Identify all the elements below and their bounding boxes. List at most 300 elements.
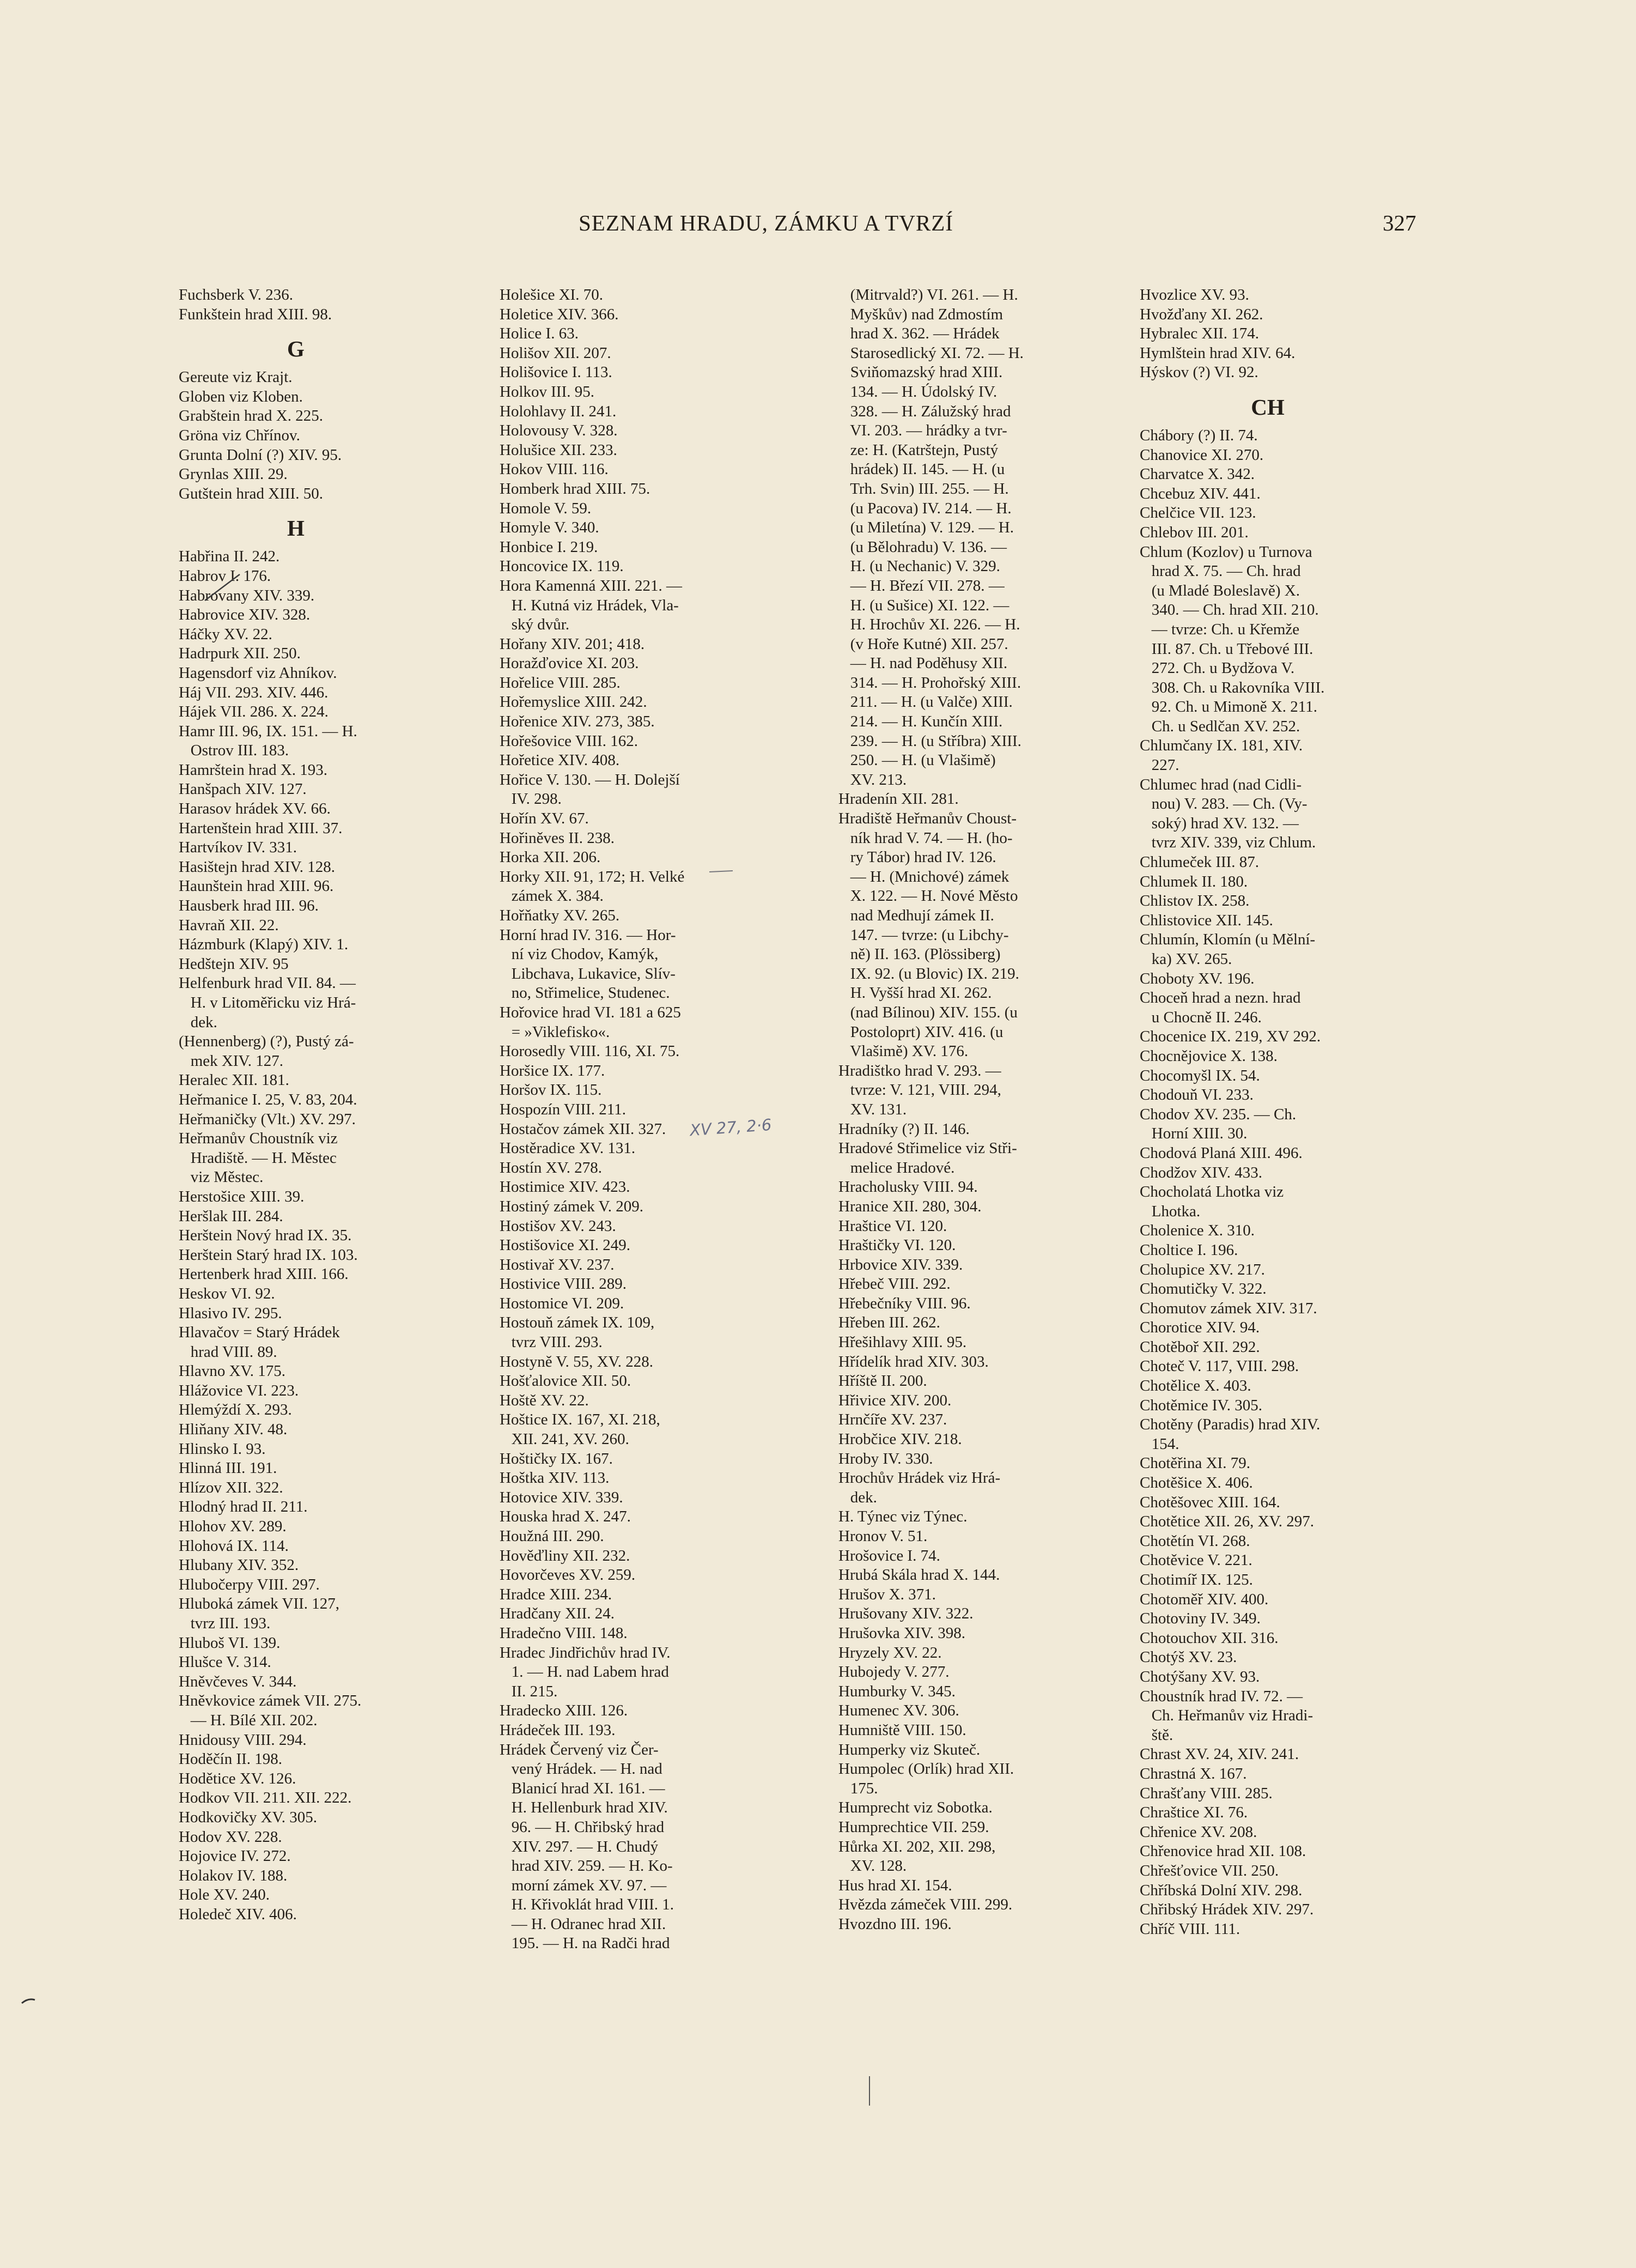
index-entry-continuation: IV. 298. bbox=[500, 790, 562, 808]
index-entry: Hýskov (?) VI. 92. bbox=[1140, 363, 1258, 381]
index-entry-continuation: Ostrov III. 183. bbox=[179, 742, 289, 760]
index-entry-continuation: (u Pacova) IV. 214. — H. bbox=[838, 499, 1012, 517]
index-entry-continuation: VI. 203. — hrádky a tvr- bbox=[838, 422, 1007, 440]
index-entry-continuation: 308. Ch. u Rakovníka VIII. bbox=[1140, 678, 1325, 696]
index-entry: Hadrpurk XII. 250. bbox=[179, 645, 301, 663]
index-entry: Hořín XV. 67. bbox=[500, 810, 589, 828]
index-entry: Hrušov X. 371. bbox=[838, 1585, 936, 1603]
index-entry: Hněvkovice zámek VII. 275. bbox=[179, 1692, 362, 1710]
index-entry: Honbice I. 219. bbox=[500, 538, 598, 556]
index-entry-continuation: nou) V. 283. — Ch. (Vy- bbox=[1140, 795, 1307, 813]
index-entry: Chcebuz XIV. 441. bbox=[1140, 484, 1261, 502]
index-entry: Hrošovice I. 74. bbox=[838, 1547, 940, 1564]
index-entry: Humprecht viz Sobotka. bbox=[838, 1799, 993, 1817]
index-entry-continuation: ry Tábor) hrad IV. 126. bbox=[838, 848, 996, 866]
index-entry: Hostouň zámek IX. 109, bbox=[500, 1314, 655, 1332]
index-entry: Chorotice XIV. 94. bbox=[1140, 1319, 1260, 1337]
index-entry: Hroby IV. 330. bbox=[838, 1450, 933, 1467]
index-entry: Hřebečníky VIII. 96. bbox=[838, 1294, 971, 1312]
index-entry: Humenec XV. 306. bbox=[838, 1702, 959, 1720]
index-entry: Chábory (?) II. 74. bbox=[1140, 426, 1258, 444]
index-entry: Chotěšovec XIII. 164. bbox=[1140, 1493, 1280, 1511]
index-entry: Hausberk hrad III. 96. bbox=[179, 897, 319, 915]
index-entry: Hoštice IX. 167, XI. 218, bbox=[500, 1411, 660, 1429]
index-entry: Gutštein hrad XIII. 50. bbox=[179, 484, 323, 502]
section-letter-heading: CH bbox=[1251, 394, 1285, 420]
index-entry-continuation: vený Hrádek. — H. nad bbox=[500, 1760, 662, 1778]
index-entry: Hlasivo IV. 295. bbox=[179, 1304, 282, 1322]
index-entry: Hronov V. 51. bbox=[838, 1527, 928, 1545]
index-entry: Humprechtice VII. 259. bbox=[838, 1818, 989, 1836]
index-entry: Hedštejn XIV. 95 bbox=[179, 955, 289, 973]
index-entry-continuation: tvrz III. 193. bbox=[179, 1615, 271, 1632]
index-entry: Chrastná X. 167. bbox=[1140, 1764, 1247, 1782]
index-entry: Hora Kamenná XIII. 221. — bbox=[500, 577, 683, 595]
index-entry-continuation: (u Miletína) V. 129. — H. bbox=[838, 519, 1014, 537]
index-entry: Chotouchov XII. 316. bbox=[1140, 1629, 1279, 1647]
index-entry: Horky XII. 91, 172; H. Velké bbox=[500, 868, 685, 886]
index-entry-continuation: H. v Litoměřicku viz Hrá- bbox=[179, 994, 356, 1011]
index-entry: Hlohov XV. 289. bbox=[179, 1518, 287, 1536]
index-entry: Herstošice XIII. 39. bbox=[179, 1187, 305, 1205]
index-entry: Chotýšany XV. 93. bbox=[1140, 1667, 1260, 1685]
index-entry: Hořany XIV. 201; 418. bbox=[500, 635, 645, 653]
index-entry-continuation: H. Hellenburk hrad XIV. bbox=[500, 1799, 668, 1817]
index-entry: Hostomice VI. 209. bbox=[500, 1294, 624, 1312]
index-entry: Houžná III. 290. bbox=[500, 1527, 604, 1545]
index-entry: Chotěmice IV. 305. bbox=[1140, 1396, 1262, 1414]
index-entry-continuation: tvrze: V. 121, VIII. 294, bbox=[838, 1081, 1001, 1099]
index-entry: Choceň hrad a nezn. hrad bbox=[1140, 989, 1301, 1007]
index-entry: Chlebov III. 201. bbox=[1140, 523, 1249, 541]
index-entry: Hůrka XI. 202, XII. 298, bbox=[838, 1838, 996, 1855]
index-entry: Hrobčice XIV. 218. bbox=[838, 1430, 962, 1448]
index-entry: Hvězda zámeček VIII. 299. bbox=[838, 1896, 1013, 1914]
index-entry: Chomutičky V. 322. bbox=[1140, 1280, 1267, 1298]
index-entry: Holišovice I. 113. bbox=[500, 363, 612, 381]
index-entry: Chřibský Hrádek XIV. 297. bbox=[1140, 1901, 1314, 1919]
index-entry: Havraň XII. 22. bbox=[179, 916, 279, 934]
index-entry: Hodkov VII. 211. XII. 222. bbox=[179, 1789, 352, 1807]
index-entry: Hrubá Skála hrad X. 144. bbox=[838, 1566, 1000, 1584]
index-entry: Hlubany XIV. 352. bbox=[179, 1556, 299, 1574]
index-entry: Chotěboř XII. 292. bbox=[1140, 1338, 1260, 1356]
index-entry: Hraštičky VI. 120. bbox=[838, 1236, 956, 1254]
index-entry: Hořemyslice XIII. 242. bbox=[500, 693, 647, 711]
index-entry: Heskov VI. 92. bbox=[179, 1284, 275, 1302]
index-entry-continuation: hrádek) II. 145. — H. (u bbox=[838, 460, 1005, 478]
index-entry-continuation: III. 87. Ch. u Třebové III. bbox=[1140, 640, 1313, 658]
index-entry: Chodžov XIV. 433. bbox=[1140, 1163, 1263, 1181]
index-entry-continuation: 92. Ch. u Mimoně X. 211. bbox=[1140, 698, 1317, 716]
index-entry-continuation: Hradiště. — H. Městec bbox=[179, 1149, 337, 1167]
index-entry: Hasištejn hrad XIV. 128. bbox=[179, 858, 336, 876]
index-entry: Chodouň VI. 233. bbox=[1140, 1086, 1254, 1104]
page-number: 327 bbox=[1383, 210, 1416, 235]
index-entry: Heralec XII. 181. bbox=[179, 1071, 289, 1089]
index-entry: Hříště II. 200. bbox=[838, 1372, 927, 1390]
index-entry-continuation: Ch. Heřmanův viz Hradi- bbox=[1140, 1707, 1313, 1725]
index-entry-continuation: — H. nad Poděhusy XII. bbox=[838, 654, 1008, 672]
index-entry: Chřešťovice VII. 250. bbox=[1140, 1861, 1279, 1879]
index-entry: Chlum (Kozlov) u Turnova bbox=[1140, 543, 1312, 561]
section-letter-heading: H bbox=[287, 516, 305, 541]
index-entry: Hlodný hrad II. 211. bbox=[179, 1498, 308, 1516]
index-entry: Gereute viz Krajt. bbox=[179, 368, 293, 386]
index-entry: Hrnčíře XV. 237. bbox=[838, 1411, 947, 1429]
index-entry: Chříč VIII. 111. bbox=[1140, 1920, 1240, 1938]
index-entry: Cholupice XV. 217. bbox=[1140, 1260, 1265, 1278]
index-entry: Humburky V. 345. bbox=[838, 1682, 956, 1700]
handwritten-pencil-note: XV 27, 2·6 bbox=[689, 1115, 773, 1140]
index-entry: Hostivař XV. 237. bbox=[500, 1256, 615, 1274]
index-entry: Hradenín XII. 281. bbox=[838, 790, 959, 808]
index-column-4 bbox=[1140, 286, 1415, 1939]
index-entry-continuation: ně) II. 163. (Plössiberg) bbox=[838, 945, 1001, 963]
index-entry: Chřenice XV. 208. bbox=[1140, 1823, 1257, 1841]
index-entry: Chotimíř IX. 125. bbox=[1140, 1571, 1253, 1588]
index-entry: Hrušovka XIV. 398. bbox=[838, 1624, 966, 1642]
index-entry-continuation: 272. Ch. u Bydžova V. bbox=[1140, 659, 1295, 677]
index-entry-continuation: Vlašimě) XV. 176. bbox=[838, 1042, 969, 1060]
index-entry: Hřivice XIV. 200. bbox=[838, 1391, 952, 1409]
index-entry: Hostačov zámek XII. 327. bbox=[500, 1120, 666, 1138]
index-entry-continuation: — H. Odranec hrad XII. bbox=[500, 1915, 666, 1933]
index-entry: Hoděčín II. 198. bbox=[179, 1750, 283, 1768]
index-entry: Horosedly VIII. 116, XI. 75. bbox=[500, 1042, 680, 1060]
index-entry-continuation: Ch. u Sedlčan XV. 252. bbox=[1140, 717, 1300, 735]
index-entry: Hostišov XV. 243. bbox=[500, 1217, 616, 1235]
index-entry-continuation: mek XIV. 127. bbox=[179, 1052, 283, 1070]
index-entry-continuation: morní zámek XV. 97. — bbox=[500, 1876, 667, 1894]
index-entry: Hlinná III. 191. bbox=[179, 1459, 277, 1477]
index-entry: Grynlas XIII. 29. bbox=[179, 465, 288, 483]
index-entry: Chocnějovice X. 138. bbox=[1140, 1047, 1278, 1065]
index-entry-continuation: XII. 241, XV. 260. bbox=[500, 1430, 629, 1448]
index-entry-continuation: XV. 131. bbox=[838, 1100, 907, 1118]
index-entry: Horšov IX. 115. bbox=[500, 1081, 602, 1099]
index-entry-continuation: 314. — H. Prohořský XIII. bbox=[838, 674, 1021, 692]
index-entry: Hluboš VI. 139. bbox=[179, 1634, 281, 1652]
index-entry: Homyle V. 340. bbox=[500, 519, 599, 537]
index-entry: Heřmanice I. 25, V. 83, 204. bbox=[179, 1090, 357, 1108]
index-entry-continuation: (Mitrvald?) VI. 261. — H. bbox=[838, 286, 1018, 304]
index-entry-continuation: (u Mladé Boleslavě) X. bbox=[1140, 581, 1300, 599]
index-entry-continuation: (v Hoře Kutné) XII. 257. bbox=[838, 635, 1008, 653]
index-entry-continuation: XIV. 297. — H. Chudý bbox=[500, 1838, 659, 1855]
index-entry-continuation: 211. — H. (u Valče) XIII. bbox=[838, 693, 1013, 711]
index-entry-continuation: ště. bbox=[1140, 1726, 1173, 1744]
index-entry: Heršlak III. 284. bbox=[179, 1207, 283, 1225]
index-entry: Hranice XII. 280, 304. bbox=[838, 1197, 982, 1215]
index-entry-continuation: 154. bbox=[1140, 1435, 1179, 1453]
index-entry-continuation: H. Hrochův XI. 226. — H. bbox=[838, 616, 1020, 634]
index-entry: Holovousy V. 328. bbox=[500, 422, 618, 440]
index-entry: Choteč V. 117, VIII. 298. bbox=[1140, 1357, 1299, 1375]
margin-ink-mark bbox=[21, 1996, 37, 2006]
index-entry: Chraštice XI. 76. bbox=[1140, 1804, 1248, 1822]
index-entry: Humniště VIII. 150. bbox=[838, 1721, 966, 1739]
index-entry: Hrochův Hrádek viz Hrá- bbox=[838, 1469, 1001, 1487]
index-entry: Homberk hrad XIII. 75. bbox=[500, 480, 650, 498]
index-entry: Holedeč XIV. 406. bbox=[179, 1905, 297, 1923]
index-entry: Hostěradice XV. 131. bbox=[500, 1139, 636, 1157]
index-entry: Choustník hrad IV. 72. — bbox=[1140, 1687, 1303, 1705]
index-entry-continuation: 227. bbox=[1140, 756, 1179, 774]
pencil-dash-mark bbox=[708, 866, 735, 877]
index-entry: Hořovice hrad VI. 181 a 625 bbox=[500, 1003, 681, 1021]
index-entry-continuation: 340. — Ch. hrad XII. 210. bbox=[1140, 601, 1319, 619]
index-entry: Haunštein hrad XIII. 96. bbox=[179, 877, 334, 895]
index-entry: Hradečno VIII. 148. bbox=[500, 1624, 628, 1642]
index-entry: Chomutov zámek XIV. 317. bbox=[1140, 1299, 1317, 1317]
index-entry: Grunta Dolní (?) XIV. 95. bbox=[179, 446, 342, 464]
index-entry: Hojovice IV. 272. bbox=[179, 1847, 291, 1865]
index-entry-continuation: — tvrze: Ch. u Křemže bbox=[1140, 620, 1300, 638]
index-entry-continuation: H. (u Sušice) XI. 122. — bbox=[838, 596, 1009, 614]
index-entry: Háčky XV. 22. bbox=[179, 625, 272, 643]
index-entry-continuation: ský dvůr. bbox=[500, 616, 570, 634]
index-entry-continuation: ze: H. (Katrštejn, Pustý bbox=[838, 441, 999, 459]
index-entry: Hořice V. 130. — H. Dolejší bbox=[500, 771, 680, 789]
index-entry: Hradec Jindřichův hrad IV. bbox=[500, 1644, 671, 1661]
index-entry: Hradníky (?) II. 146. bbox=[838, 1120, 970, 1138]
index-entry-continuation: Blanicí hrad XI. 161. — bbox=[500, 1779, 665, 1797]
index-entry: Chotěny (Paradis) hrad XIV. bbox=[1140, 1416, 1321, 1434]
index-entry: Chřenovice hrad XII. 108. bbox=[1140, 1842, 1306, 1860]
index-entry: Heřmanův Choustník viz bbox=[179, 1130, 338, 1148]
index-entry: Hořešovice VIII. 162. bbox=[500, 732, 638, 750]
index-entry: Chodová Planá XIII. 496. bbox=[1140, 1144, 1303, 1162]
index-entry: Hertenberk hrad XIII. 166. bbox=[179, 1265, 349, 1283]
index-entry-continuation: Horní XIII. 30. bbox=[1140, 1125, 1248, 1143]
index-entry: Hrádek Červený viz Čer- bbox=[500, 1741, 659, 1758]
index-entry: Chotěšice X. 406. bbox=[1140, 1474, 1253, 1492]
index-entry: Hostivice VIII. 289. bbox=[500, 1275, 627, 1293]
index-entry-continuation: ka) XV. 265. bbox=[1140, 950, 1232, 968]
pencil-tick-mark bbox=[866, 2075, 873, 2108]
index-entry: Holišov XII. 207. bbox=[500, 344, 611, 362]
index-entry: Heřmaničky (Vlt.) XV. 297. bbox=[179, 1110, 356, 1128]
index-entry: Hradce XIII. 234. bbox=[500, 1585, 612, 1603]
index-entry: Hamr III. 96, IX. 151. — H. bbox=[179, 722, 357, 740]
index-entry-continuation: 1. — H. nad Labem hrad bbox=[500, 1663, 669, 1681]
index-entry: Honcovice IX. 119. bbox=[500, 557, 624, 575]
index-entry-continuation: XV. 128. bbox=[838, 1857, 907, 1875]
index-entry: Hřešihlavy XIII. 95. bbox=[838, 1333, 967, 1351]
index-entry-continuation: H. Křivoklát hrad VIII. 1. bbox=[500, 1896, 674, 1914]
index-entry: Hodov XV. 228. bbox=[179, 1828, 282, 1846]
index-entry: Chocenice IX. 219, XV 292. bbox=[1140, 1028, 1321, 1046]
index-entry: Hartvíkov IV. 331. bbox=[179, 839, 297, 857]
index-entry-continuation: H. Vyšší hrad XI. 262. bbox=[838, 984, 992, 1002]
index-entry-continuation: 134. — H. Údolský IV. bbox=[838, 383, 998, 401]
index-entry-continuation: hrad VIII. 89. bbox=[179, 1343, 277, 1361]
index-entry-continuation: Starosedlický XI. 72. — H. bbox=[838, 344, 1024, 362]
index-entry: Hoště XV. 22. bbox=[500, 1391, 589, 1409]
index-entry: Hodkovičky XV. 305. bbox=[179, 1808, 318, 1826]
index-entry-continuation: II. 215. bbox=[500, 1682, 558, 1700]
index-entry: Hřídelík hrad XIV. 303. bbox=[838, 1353, 989, 1370]
index-entry-continuation: 147. — tvrze: (u Libchy- bbox=[838, 926, 1009, 944]
index-entry: Chlumek II. 180. bbox=[1140, 872, 1248, 890]
index-entry: Gröna viz Chřínov. bbox=[179, 426, 300, 444]
index-entry: (Hennenberg) (?), Pustý zá- bbox=[179, 1033, 354, 1051]
index-entry: Hlážovice VI. 223. bbox=[179, 1381, 299, 1399]
index-entry-continuation: u Chocně II. 246. bbox=[1140, 1008, 1262, 1026]
index-entry: Holkov III. 95. bbox=[500, 383, 594, 401]
index-entry: Habrovany XIV. 339. bbox=[179, 586, 315, 604]
index-entry: Horní hrad IV. 316. — Hor- bbox=[500, 926, 676, 944]
index-entry: Chodov XV. 235. — Ch. bbox=[1140, 1105, 1297, 1123]
index-entry-continuation: 96. — H. Chřibský hrad bbox=[500, 1818, 665, 1836]
index-entry: Holušice XII. 233. bbox=[500, 441, 617, 459]
index-entry: Chlumčany IX. 181, XIV. bbox=[1140, 737, 1303, 755]
index-entry: Hraštice VI. 120. bbox=[838, 1217, 947, 1235]
index-entry-continuation: soký) hrad XV. 132. — bbox=[1140, 814, 1299, 832]
index-entry-continuation: 195. — H. na Radči hrad bbox=[500, 1935, 670, 1952]
index-entry: Chlumín, Klomín (u Mělní- bbox=[1140, 931, 1316, 949]
index-entry: Chrast XV. 24, XIV. 241. bbox=[1140, 1745, 1299, 1763]
index-entry: Habřina II. 242. bbox=[179, 548, 280, 566]
index-entry: Hracholusky VIII. 94. bbox=[838, 1178, 978, 1196]
index-entry: Hořiněves II. 238. bbox=[500, 829, 615, 847]
index-entry-continuation: H. Kutná viz Hrádek, Vla- bbox=[500, 596, 679, 614]
index-entry: Holice I. 63. bbox=[500, 325, 579, 343]
index-entry-continuation: — H. Bílé XII. 202. bbox=[179, 1711, 318, 1729]
index-entry-continuation: hrad XIV. 259. — H. Ko- bbox=[500, 1857, 673, 1875]
index-entry: Chotětín VI. 268. bbox=[1140, 1532, 1250, 1550]
index-entry: Horka XII. 206. bbox=[500, 848, 601, 866]
index-entry: Horšice IX. 177. bbox=[500, 1062, 605, 1080]
index-entry-continuation: 214. — H. Kunčín XIII. bbox=[838, 713, 1003, 731]
index-entry: Humperky viz Skuteč. bbox=[838, 1741, 981, 1758]
index-entry: Herštein Nový hrad IX. 35. bbox=[179, 1227, 352, 1245]
index-entry-continuation: 239. — H. (u Stříbra) XIII. bbox=[838, 732, 1021, 750]
index-entry: Chříbská Dolní XIV. 298. bbox=[1140, 1881, 1303, 1899]
index-column-1 bbox=[179, 286, 451, 1925]
index-entry: Hybralec XII. 174. bbox=[1140, 325, 1260, 343]
index-entry: Hlohová IX. 114. bbox=[179, 1537, 289, 1555]
index-entry: Chocomyšl IX. 54. bbox=[1140, 1066, 1260, 1084]
index-entry: Fuchsberk V. 236. bbox=[179, 286, 293, 304]
index-entry: Hotovice XIV. 339. bbox=[500, 1488, 623, 1506]
index-entry: Habrovice XIV. 328. bbox=[179, 606, 311, 624]
index-entry: Globen viz Kloben. bbox=[179, 387, 303, 405]
index-entry-continuation: X. 122. — H. Nové Město bbox=[838, 887, 1018, 905]
index-entry: Hřeben III. 262. bbox=[838, 1314, 940, 1332]
index-entry: Hliňany XIV. 48. bbox=[179, 1421, 288, 1439]
pencil-stroke-mark bbox=[202, 571, 245, 604]
running-header: SEZNAM HRADU, ZÁMKU A TVRZÍ bbox=[579, 210, 953, 235]
index-entry-continuation: ní viz Chodov, Kamýk, bbox=[500, 945, 659, 963]
index-entry: Hradové Střimelice viz Stři- bbox=[838, 1139, 1017, 1157]
index-entry-continuation: (u Bělohradu) V. 136. — bbox=[838, 538, 1007, 556]
index-entry-continuation: Sviňomazský hrad XIII. bbox=[838, 363, 1003, 381]
index-entry-continuation: 175. bbox=[838, 1779, 878, 1797]
index-entry: Hryzely XV. 22. bbox=[838, 1644, 942, 1661]
index-entry-continuation: nad Medhují zámek II. bbox=[838, 907, 994, 924]
index-entry: Holetice XIV. 366. bbox=[500, 305, 619, 323]
index-entry: Chotělice X. 403. bbox=[1140, 1377, 1251, 1395]
index-entry-continuation: tvrz XIV. 339, viz Chlum. bbox=[1140, 834, 1316, 852]
index-entry: Choboty XV. 196. bbox=[1140, 969, 1255, 987]
index-entry: Hvozdno III. 196. bbox=[838, 1915, 952, 1933]
index-entry: Hradištko hrad V. 293. — bbox=[838, 1062, 1001, 1080]
index-entry: Hořelice VIII. 285. bbox=[500, 674, 621, 692]
index-entry-continuation: Postoloprt) XIV. 416. (u bbox=[838, 1023, 1004, 1041]
index-entry: Hradiště Heřmanův Choust- bbox=[838, 810, 1017, 828]
index-entry: Hlušce V. 314. bbox=[179, 1653, 271, 1671]
index-entry-continuation: zámek X. 384. bbox=[500, 887, 604, 905]
index-entry: Chotětice XII. 26, XV. 297. bbox=[1140, 1513, 1315, 1531]
index-entry: Hořenice XIV. 273, 385. bbox=[500, 713, 655, 731]
index-entry: Hvozlice XV. 93. bbox=[1140, 286, 1249, 304]
index-entry: Hostín XV. 278. bbox=[500, 1159, 602, 1177]
index-entry: Hoštičky IX. 167. bbox=[500, 1450, 613, 1467]
index-entry: Hamrštein hrad X. 193. bbox=[179, 761, 328, 779]
index-entry: Chotěvice V. 221. bbox=[1140, 1551, 1252, 1569]
index-entry: Hostiný zámek V. 209. bbox=[500, 1197, 643, 1215]
index-entry-continuation: 328. — H. Zálužský hrad bbox=[838, 402, 1011, 420]
index-entry: Chotýš XV. 23. bbox=[1140, 1648, 1237, 1666]
index-entry: Hošťalovice XII. 50. bbox=[500, 1372, 631, 1390]
index-entry-continuation: — H. Březí VII. 278. — bbox=[838, 577, 1005, 595]
index-entry: Hněvčeves V. 344. bbox=[179, 1672, 297, 1690]
index-entry-continuation: hrad X. 362. — Hrádek bbox=[838, 325, 1000, 343]
index-entry: Hole XV. 240. bbox=[179, 1886, 270, 1904]
index-entry: Cholenice X. 310. bbox=[1140, 1222, 1255, 1240]
index-entry: Hvožďany XI. 262. bbox=[1140, 305, 1263, 323]
index-entry-continuation: dek. bbox=[179, 1013, 217, 1031]
index-entry: Holohlavy II. 241. bbox=[500, 402, 617, 420]
index-entry: Horažďovice XI. 203. bbox=[500, 654, 639, 672]
index-entry: Chlumec hrad (nad Cidli- bbox=[1140, 775, 1302, 793]
index-entry-continuation: XV. 213. bbox=[838, 771, 907, 789]
index-entry-continuation: Trh. Svin) III. 255. — H. bbox=[838, 480, 1009, 498]
index-entry-continuation: Lhotka. bbox=[1140, 1202, 1201, 1220]
index-entry-continuation: tvrz VIII. 293. bbox=[500, 1333, 603, 1351]
index-entry: Hrušovany XIV. 322. bbox=[838, 1605, 974, 1623]
index-entry: Hoštka XIV. 113. bbox=[500, 1469, 610, 1487]
index-entry: Hradčany XII. 24. bbox=[500, 1605, 615, 1623]
index-entry: Homole V. 59. bbox=[500, 499, 592, 517]
index-column-3 bbox=[838, 286, 1122, 1934]
index-entry: Hubojedy V. 277. bbox=[838, 1663, 950, 1681]
index-entry: Charvatce X. 342. bbox=[1140, 465, 1255, 483]
index-entry: Hradecko XIII. 126. bbox=[500, 1702, 628, 1720]
index-entry: Hovorčeves XV. 259. bbox=[500, 1566, 636, 1584]
index-entry: Chotěřina XI. 79. bbox=[1140, 1454, 1250, 1472]
section-letter-heading: G bbox=[287, 336, 305, 362]
index-entry-continuation: (nad Bílinou) XIV. 155. (u bbox=[838, 1003, 1018, 1021]
index-entry: Hanšpach XIV. 127. bbox=[179, 780, 307, 798]
index-entry: Chlistov IX. 258. bbox=[1140, 892, 1250, 910]
index-entry-continuation: 250. — H. (u Vlašimě) bbox=[838, 751, 996, 769]
index-entry: Holakov IV. 188. bbox=[179, 1866, 288, 1884]
index-entry-continuation: H. (u Nechanic) V. 329. bbox=[838, 557, 1000, 575]
index-entry: Hájek VII. 286. X. 224. bbox=[179, 703, 329, 721]
index-entry-continuation: dek. bbox=[838, 1488, 877, 1506]
index-entry: Hřebeč VIII. 292. bbox=[838, 1275, 951, 1293]
index-entry: Hořňatky XV. 265. bbox=[500, 907, 620, 924]
index-entry: Hostimice XIV. 423. bbox=[500, 1178, 630, 1196]
index-entry: Hartenštein hrad XIII. 37. bbox=[179, 819, 343, 837]
index-entry-continuation: viz Městec. bbox=[179, 1168, 264, 1186]
index-entry-continuation: = »Viklefisko«. bbox=[500, 1023, 610, 1041]
index-entry: Hluboká zámek VII. 127, bbox=[179, 1595, 340, 1613]
index-entry: H. Týnec viz Týnec. bbox=[838, 1508, 968, 1526]
